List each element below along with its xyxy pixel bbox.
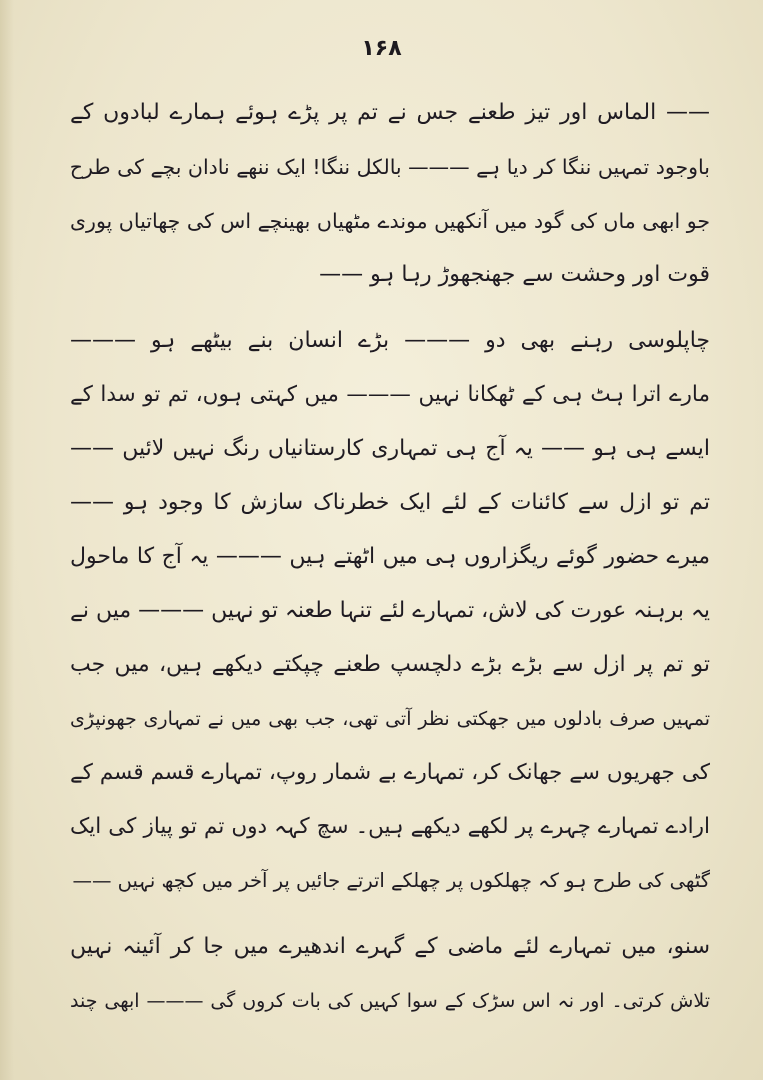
paragraph-1	[70, 86, 710, 302]
text-line: تو تم پر ازل سے بڑے بڑے دلچسپ طعنے چپکتے دیکھے ہیں، میں جب	[70, 652, 710, 677]
paragraph-2	[70, 314, 710, 908]
text-line: جو ابھی ماں کی گود میں آنکھیں موندے مٹھیاں بھینچے اس کی چھاتیاں پوری	[70, 209, 710, 233]
text-line: چاپلوسی رہنے بھی دو ——— بڑے انسان بنے بیٹھے ہو ———	[70, 328, 710, 353]
page-number: ۱۶۸	[361, 36, 402, 61]
text-line: میرے حضور گوئے ریگزاروں ہی میں اٹھتے ہیں ——— یہ آج کا ماحول	[70, 544, 710, 569]
body-text	[70, 86, 710, 1028]
text-line: ارادے تمہارے چہرے پر لکھے دیکھے ہیں۔ سچ کہہ دوں تم تو پیاز کی ایک	[70, 814, 710, 839]
text-line: یہ برہنہ عورت کی لاش، تمہارے لئے تنہا طعنہ تو نہیں ——— میں نے	[70, 598, 710, 623]
text-line: ایسے ہی ہو —— یہ آج ہی تمہاری کارستانیاں رنگ نہیں لائیں ——	[70, 436, 710, 461]
text-line: مارے اترا ہٹ ہی کے ٹھکانا نہیں ——— میں کہتی ہوں، تم تو سدا کے	[70, 382, 710, 407]
text-line: —— الماس اور تیز طعنے جس نے تم پر پڑے ہوئے ہمارے لبادوں کے	[70, 100, 710, 125]
text-line: گٹھی کی طرح ہو کہ چھلکوں پر چھلکے اترتے جائیں پر آخر میں کچھ نہیں ——	[72, 869, 710, 892]
text-line: تم تو ازل سے کائنات کے لئے ایک خطرناک سازش کا وجود ہو ——	[70, 490, 710, 515]
text-line: سنو، میں تمہارے لئے ماضی کے گہرے اندھیرے میں جا کر آئینہ نہیں	[70, 934, 710, 959]
text-line: قوت اور وحشت سے جھنجھوڑ رہا ہو ——	[319, 262, 710, 287]
text-line: کی جھریوں سے جھانک کر، تمہارے بے شمار روپ، تمہارے قسم قسم کے	[70, 760, 710, 785]
paragraph-3	[70, 920, 710, 1028]
text-line: باوجود تمہیں ننگا کر دیا ہے ——— بالکل ننگا! ایک ننھے نادان بچے کی طرح	[70, 155, 710, 179]
text-line: تلاش کرتی۔ اور نہ اس سڑک کے سوا کہیں کی بات کروں گی ——— ابھی چند	[70, 990, 710, 1012]
text-line: تمہیں صرف بادلوں میں جھکتی نظر آتی تھی، جب بھی میں نے تمہاری جھونپڑی	[70, 708, 710, 730]
page-edge-shadow	[0, 0, 14, 1080]
